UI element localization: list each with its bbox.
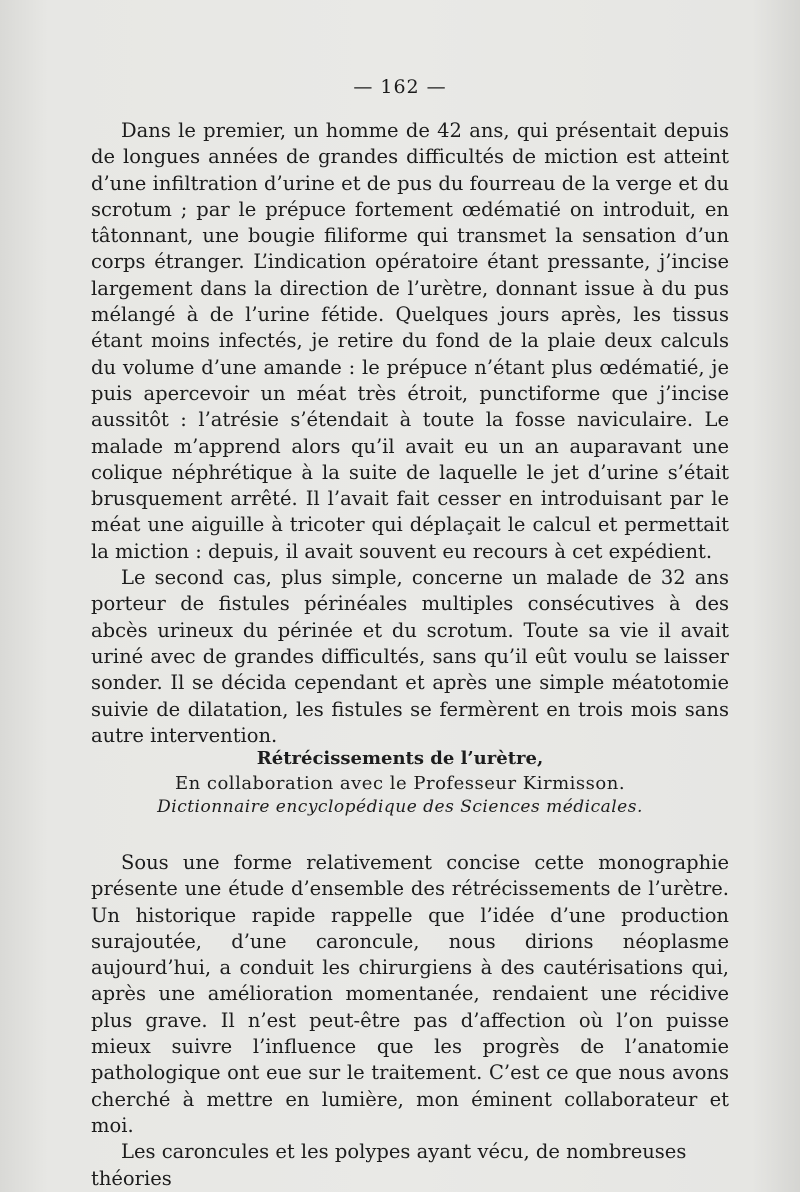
section-title: Rétrécissements de l’urètre,	[256, 748, 544, 769]
section-subtitle: En collaboration avec le Professeur Kirmisson.	[174, 773, 626, 794]
case-reports-text	[91, 118, 729, 749]
page-number: — 162 —	[353, 76, 447, 98]
paragraph-summary: Sous une forme relativement concise cette monographie présente une étude d’ensemble des rétrécissements de l’urètre. Un historique rapide rappelle que l’idée d’une production surajoutée, d’une caroncule, nous dirions néoplasme aujourd’hui, a conduit les chirurgiens à des cautérisations qui, après une amélioration momentanée, rendaient une récidive plus grave. Il n’est peut-être pas d’affection où l’on puisse mieux suivre l’influence que les progrès de l’anatomie pathologique ont eue sur le traitement. C’est ce que nous avons cherché à mettre en lumière, mon éminent collaborateur et moi.	[91, 851, 729, 1137]
paragraph-continuation: Les caroncules et les polypes ayant vécu, de nombreuses théories	[91, 1140, 687, 1190]
paragraph-second-case: Le second cas, plus simple, concerne un malade de 32 ans porteur de fistules périnéales multiples consécutives à des abcès urineux du périnée et du scrotum. Toute sa vie il avait uriné avec de grandes difficultés, sans qu’il eût voulu se laisser sonder. Il se décida cependant et après une simple méatotomie suivie de dilatation, les fistules se fermèrent en trois mois sans autre intervention.	[91, 566, 729, 747]
section-reference: Dictionnaire encyclopédique des Sciences médicales.	[157, 797, 643, 817]
monograph-summary-text	[91, 850, 729, 1192]
paragraph-first-case: Dans le premier, un homme de 42 ans, qui présentait depuis de longues années de grandes difficultés de miction est atteint d’une infiltration d’urine et de pus du fourreau de la verge et du scrotum ; par le prépuce fortement œdématié on introduit, en tâtonnant, une bougie filiforme qui transmet la sensation d’un corps étranger. L’indication opératoire étant pressante, j’incise largement dans la direction de l’urètre, donnant issue à du pus mélangé à de l’urine fétide. Quelques jours après, les tissus étant moins infectés, je retire du fond de la plaie deux calculs du volume d’une amande : le prépuce n’étant plus œdématié, je puis apercevoir un méat très étroit, punctiforme que j’incise aussitôt : l’atrésie s’étendait à toute la fosse naviculaire. Le malade m’apprend alors qu’il avait eu un an auparavant une colique néphrétique à la suite de laquelle le jet d’urine s’était brusquement arrêté. Il l’avait fait cesser en introduisant par le méat une aiguille à tricoter qui déplaçait le calcul et permettait la miction : depuis, il avait souvent eu recours à cet expédient.	[91, 119, 729, 563]
